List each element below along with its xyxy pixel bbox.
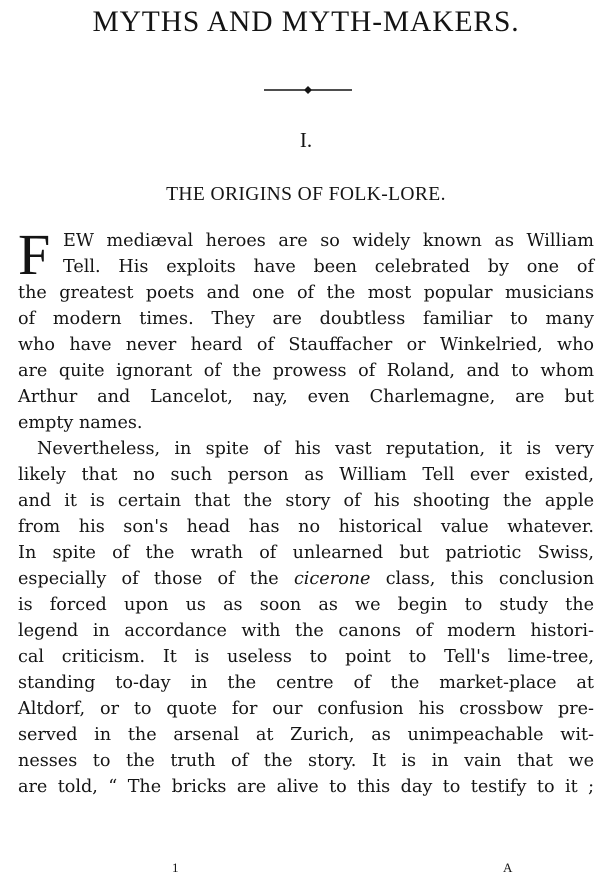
ornament-divider (264, 83, 352, 97)
text-line: are told, “ The bricks are alive to this day to testify to it ; (18, 777, 594, 797)
text-line: the greatest poets and one of the most popular musicians (18, 283, 594, 303)
book-title: MYTHS AND MYTH-MAKERS. (92, 6, 520, 38)
text-line: and it is certain that the story of his shooting the apple (18, 491, 594, 511)
text-segment: especially of those of the (18, 569, 279, 589)
text-line: served in the arsenal at Zurich, as unimpeachable wit- (18, 725, 594, 745)
text-line: likely that no such person as William Tell ever existed, (18, 465, 594, 485)
chapter-number: I. (299, 128, 313, 152)
text-line: Tell. His exploits have been celebrated by one of (63, 257, 594, 277)
text-line: In spite of the wrath of unlearned but patriotic Swiss, (18, 543, 594, 563)
text-line: Nevertheless, in spite of his vast reputation, it is very (37, 439, 594, 459)
text-line: legend in accordance with the canons of modern histori- (18, 621, 594, 641)
text-line: from his son's head has no historical value whatever. (18, 517, 594, 537)
text-line (18, 566, 594, 592)
italic-word: cicerone (293, 569, 371, 589)
text-segment: class, this conclusion (385, 569, 595, 589)
text-line: who have never heard of Stauffacher or Winkelried, who (18, 335, 594, 355)
text-line: EW mediæval heroes are so widely known as William (63, 231, 594, 251)
text-line: is forced upon us as soon as we begin to study the (18, 595, 594, 615)
text-line: empty names. (18, 413, 143, 433)
text-line: nesses to the truth of the story. It is in vain that we (18, 751, 594, 771)
drop-cap: F (18, 222, 51, 287)
text-line: cal criticism. It is useless to point to Tell's lime-tree, (18, 647, 594, 667)
text-line: standing to-day in the centre of the market-place at (18, 673, 594, 693)
text-line: are quite ignorant of the prowess of Roland, and to whom (18, 361, 594, 381)
chapter-title: THE ORIGINS OF FOLK-LORE. (166, 184, 446, 205)
text-line: Altdorf, or to quote for our confusion his crossbow pre- (18, 699, 594, 719)
signature-mark: A (503, 860, 513, 875)
page-number: 1 (172, 860, 179, 875)
text-line: Arthur and Lancelot, nay, even Charlemagne, are but (18, 387, 594, 407)
text-line: of modern times. They are doubtless familiar to many (18, 309, 594, 329)
